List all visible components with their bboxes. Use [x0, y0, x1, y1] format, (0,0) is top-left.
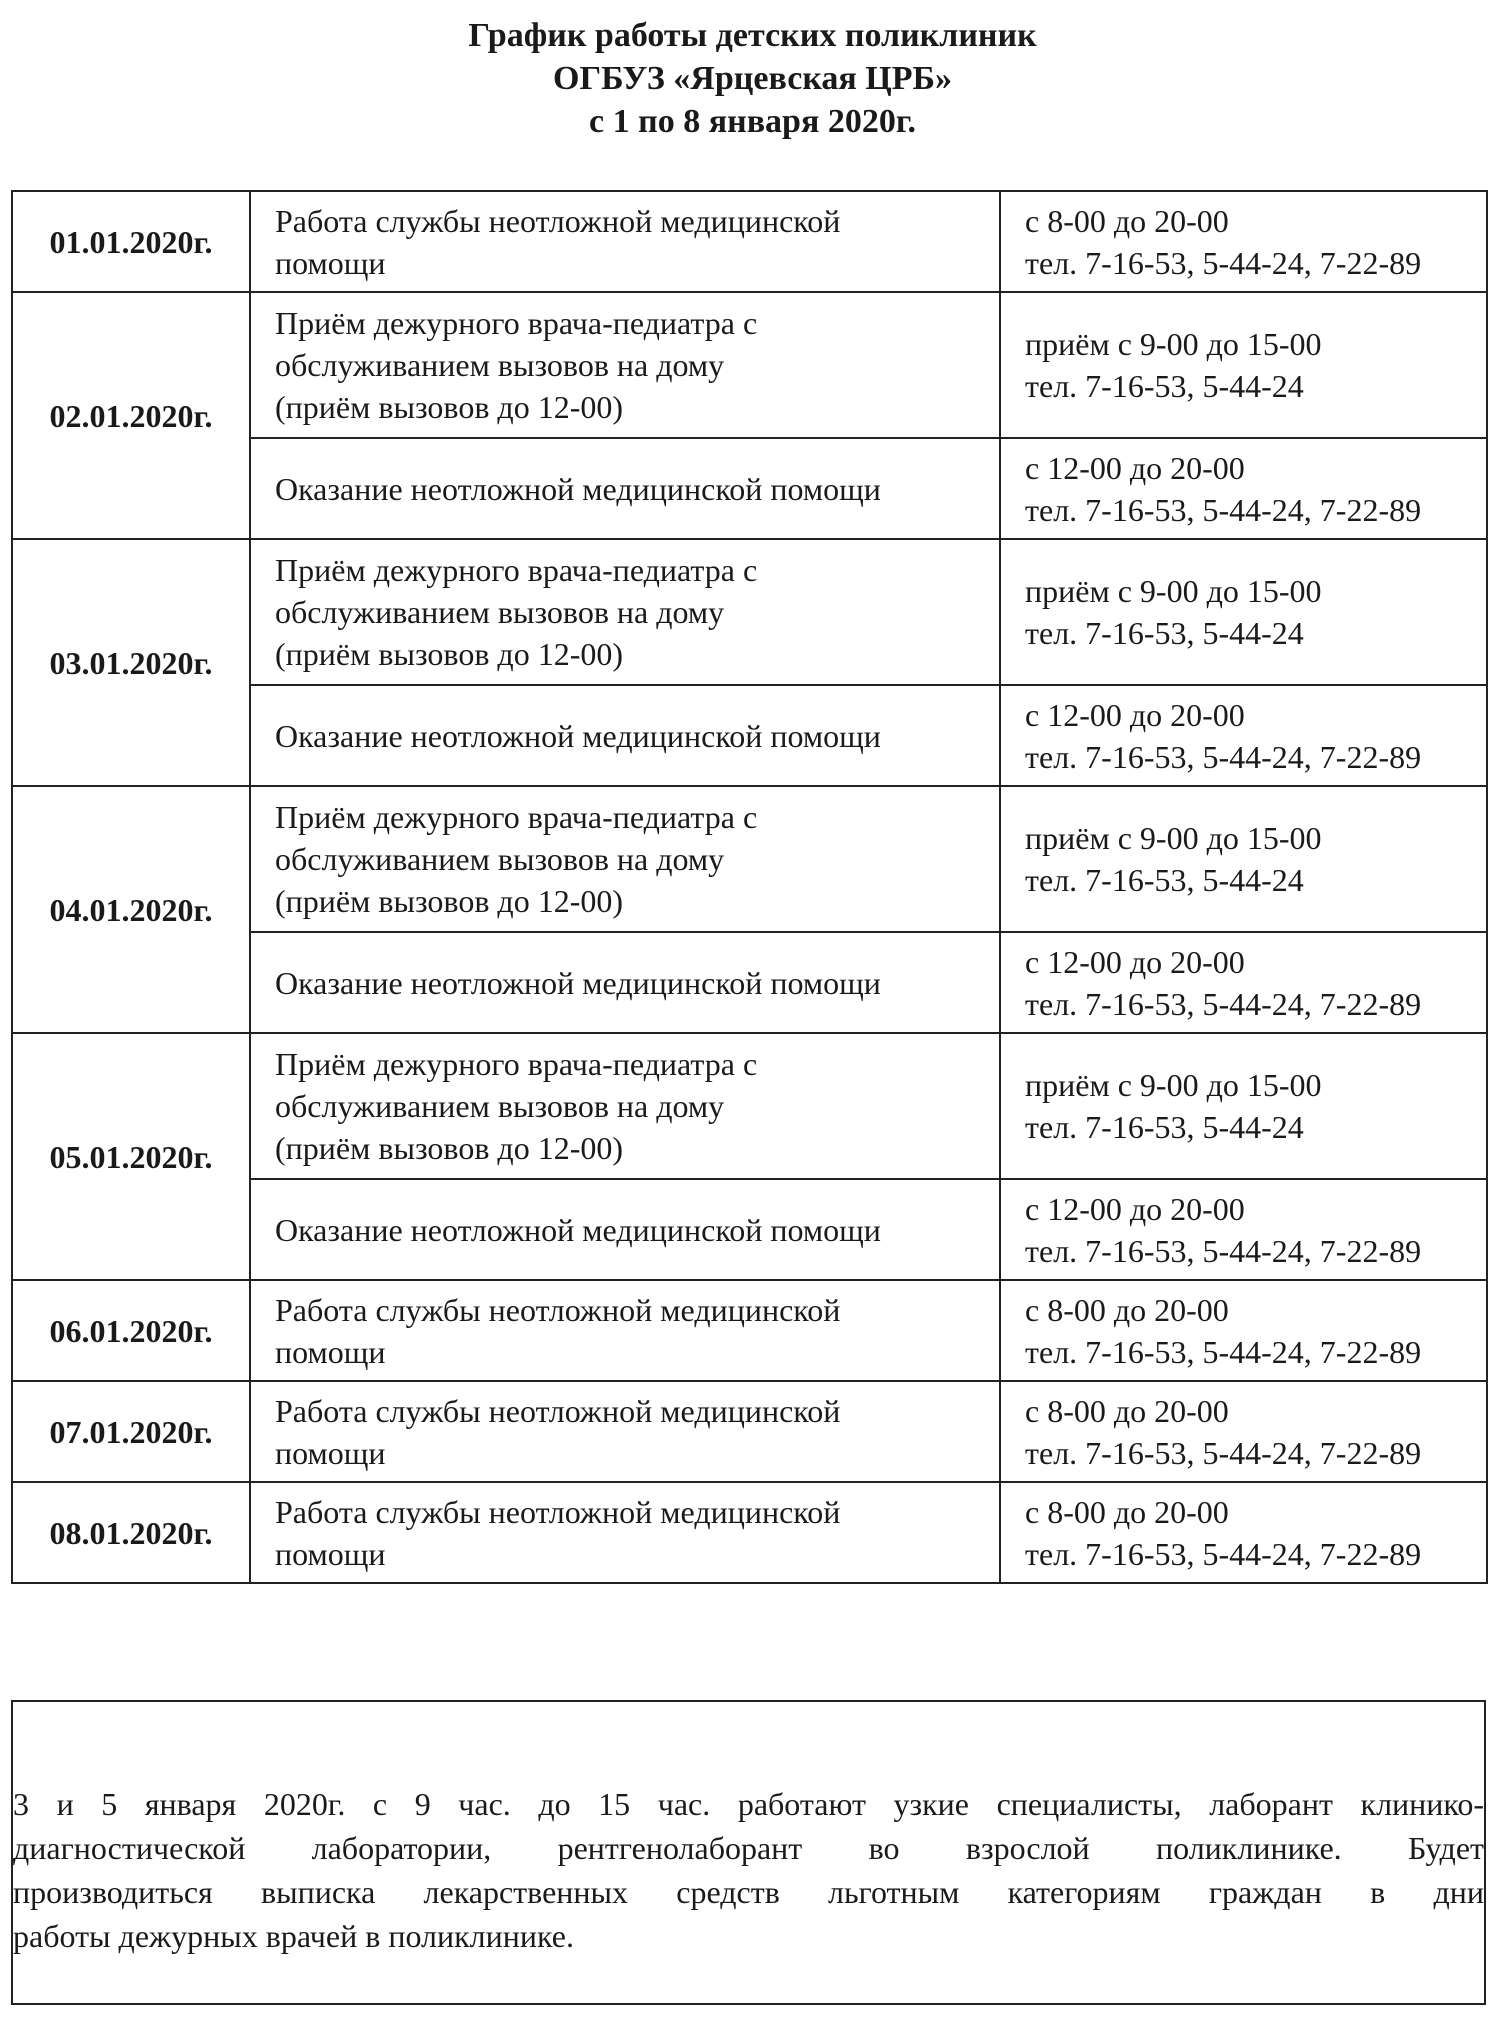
- service-hours-line: приём с 9-00 до 15-00: [1025, 820, 1322, 856]
- service-description-line: (приём вызовов до 12-00): [275, 1130, 624, 1166]
- date-cell: 06.01.2020г.: [12, 1280, 250, 1381]
- table-row: [12, 539, 1487, 685]
- service-hours-line: тел. 7-16-53, 5-44-24: [1025, 1109, 1304, 1145]
- table-row: [12, 191, 1487, 292]
- note-line: производиться выписка лекарственных средств льготным категориям граждан в дни: [13, 1874, 1484, 1910]
- table-row: [12, 1381, 1487, 1482]
- service-hours-line: тел. 7-16-53, 5-44-24, 7-22-89: [1025, 738, 1422, 775]
- service-hours-line: с 8-00 до 20-00: [1025, 1392, 1229, 1429]
- service-hours-line: тел. 7-16-53, 5-44-24, 7-22-89: [1025, 244, 1422, 281]
- service-description-cell: [250, 539, 1000, 685]
- service-description-cell: [250, 932, 1000, 1033]
- service-hours-line: с 12-00 до 20-00: [1025, 943, 1245, 980]
- service-hours-line: приём с 9-00 до 15-00: [1025, 326, 1322, 362]
- service-hours-line: тел. 7-16-53, 5-44-24, 7-22-89: [1025, 491, 1422, 528]
- date-cell: 07.01.2020г.: [12, 1381, 250, 1482]
- service-description-cell: [250, 1280, 1000, 1381]
- service-hours-cell: [1000, 786, 1487, 932]
- date-cell: 05.01.2020г.: [12, 1033, 250, 1280]
- title-line-1: График работы детских поликлиник: [468, 17, 1037, 54]
- service-description-cell: [250, 786, 1000, 932]
- service-hours-line: с 8-00 до 20-00: [1025, 1291, 1229, 1328]
- schedule-table: [11, 190, 1488, 1584]
- title-line-3: с 1 по 8 января 2020г.: [589, 103, 916, 140]
- service-description-line: (приём вызовов до 12-00): [275, 883, 624, 919]
- service-hours-line: тел. 7-16-53, 5-44-24: [1025, 862, 1304, 898]
- service-hours-line: тел. 7-16-53, 5-44-24: [1025, 368, 1304, 404]
- table-row: [12, 1482, 1487, 1583]
- service-hours-line: тел. 7-16-53, 5-44-24, 7-22-89: [1025, 1232, 1422, 1269]
- service-description-line: обслуживанием вызовов на дому: [275, 594, 725, 630]
- service-hours-cell: [1000, 1033, 1487, 1179]
- service-description-line: помощи: [275, 1535, 386, 1572]
- service-description-line: Приём дежурного врача-педиатра с: [275, 305, 758, 341]
- service-hours-cell: [1000, 1179, 1487, 1280]
- note-line: работы дежурных врачей в поликлинике.: [13, 1918, 574, 1954]
- service-hours-line: с 8-00 до 20-00: [1025, 202, 1229, 239]
- service-hours-line: тел. 7-16-53, 5-44-24, 7-22-89: [1025, 1434, 1422, 1471]
- service-hours-line: тел. 7-16-53, 5-44-24, 7-22-89: [1025, 1535, 1422, 1572]
- note-text: [13, 1782, 1484, 1958]
- service-description-cell: [250, 1381, 1000, 1482]
- date-cell: 08.01.2020г.: [12, 1482, 250, 1583]
- service-hours-cell: [1000, 932, 1487, 1033]
- service-hours-line: с 12-00 до 20-00: [1025, 1190, 1245, 1227]
- date-cell: 01.01.2020г.: [12, 191, 250, 292]
- service-hours-line: с 12-00 до 20-00: [1025, 696, 1245, 733]
- service-hours-cell: [1000, 438, 1487, 539]
- service-description-cell: [250, 685, 1000, 786]
- service-hours-cell: [1000, 191, 1487, 292]
- service-hours-line: с 12-00 до 20-00: [1025, 449, 1245, 486]
- date-cell: 02.01.2020г.: [12, 292, 250, 539]
- service-description-line: обслуживанием вызовов на дому: [275, 347, 725, 383]
- service-description-line: Оказание неотложной медицинской помощи: [275, 1211, 881, 1248]
- service-description-cell: [250, 1033, 1000, 1179]
- table-row: [12, 1033, 1487, 1179]
- schedule-body: [12, 191, 1487, 1583]
- service-hours-line: тел. 7-16-53, 5-44-24, 7-22-89: [1025, 1333, 1422, 1370]
- date-cell: 03.01.2020г.: [12, 539, 250, 786]
- service-description-line: (приём вызовов до 12-00): [275, 389, 624, 425]
- service-hours-line: тел. 7-16-53, 5-44-24, 7-22-89: [1025, 985, 1422, 1022]
- page-title: [0, 14, 1505, 143]
- service-hours-cell: [1000, 292, 1487, 438]
- service-description-line: Приём дежурного врача-педиатра с: [275, 1046, 758, 1082]
- note-line: диагностической лаборатории, рентгенолаборант во взрослой поликлинике. Будет: [13, 1830, 1484, 1866]
- note-box: [11, 1700, 1486, 2005]
- service-description-cell: [250, 1482, 1000, 1583]
- service-description-line: Оказание неотложной медицинской помощи: [275, 717, 881, 754]
- service-hours-line: тел. 7-16-53, 5-44-24: [1025, 615, 1304, 651]
- service-hours-line: с 8-00 до 20-00: [1025, 1493, 1229, 1530]
- service-hours-line: приём с 9-00 до 15-00: [1025, 573, 1322, 609]
- service-hours-line: приём с 9-00 до 15-00: [1025, 1067, 1322, 1103]
- table-row: [12, 786, 1487, 932]
- service-description-line: Работа службы неотложной медицинской: [275, 1291, 841, 1328]
- table-row: [12, 1280, 1487, 1381]
- service-description-line: обслуживанием вызовов на дому: [275, 1088, 725, 1124]
- date-cell: 04.01.2020г.: [12, 786, 250, 1033]
- service-description-line: Работа службы неотложной медицинской: [275, 1493, 841, 1530]
- service-description-line: Работа службы неотложной медицинской: [275, 1392, 841, 1429]
- service-description-line: Работа службы неотложной медицинской: [275, 202, 841, 239]
- service-description-cell: [250, 191, 1000, 292]
- service-description-cell: [250, 292, 1000, 438]
- service-hours-cell: [1000, 1280, 1487, 1381]
- service-description-line: Оказание неотложной медицинской помощи: [275, 964, 881, 1001]
- service-description-line: (приём вызовов до 12-00): [275, 636, 624, 672]
- service-description-line: помощи: [275, 244, 386, 281]
- service-description-line: Приём дежурного врача-педиатра с: [275, 552, 758, 588]
- service-description-line: помощи: [275, 1434, 386, 1471]
- service-hours-cell: [1000, 685, 1487, 786]
- service-description-cell: [250, 438, 1000, 539]
- service-description-line: Приём дежурного врача-педиатра с: [275, 799, 758, 835]
- service-hours-cell: [1000, 539, 1487, 685]
- service-hours-cell: [1000, 1381, 1487, 1482]
- service-description-cell: [250, 1179, 1000, 1280]
- service-description-line: помощи: [275, 1333, 386, 1370]
- service-description-line: Оказание неотложной медицинской помощи: [275, 470, 881, 507]
- title-line-2: ОГБУЗ «Ярцевская ЦРБ»: [553, 60, 952, 97]
- note-line: 3 и 5 января 2020г. с 9 час. до 15 час. работают узкие специалисты, лаборант клинико-: [13, 1786, 1484, 1822]
- service-hours-cell: [1000, 1482, 1487, 1583]
- service-description-line: обслуживанием вызовов на дому: [275, 841, 725, 877]
- table-row: [12, 292, 1487, 438]
